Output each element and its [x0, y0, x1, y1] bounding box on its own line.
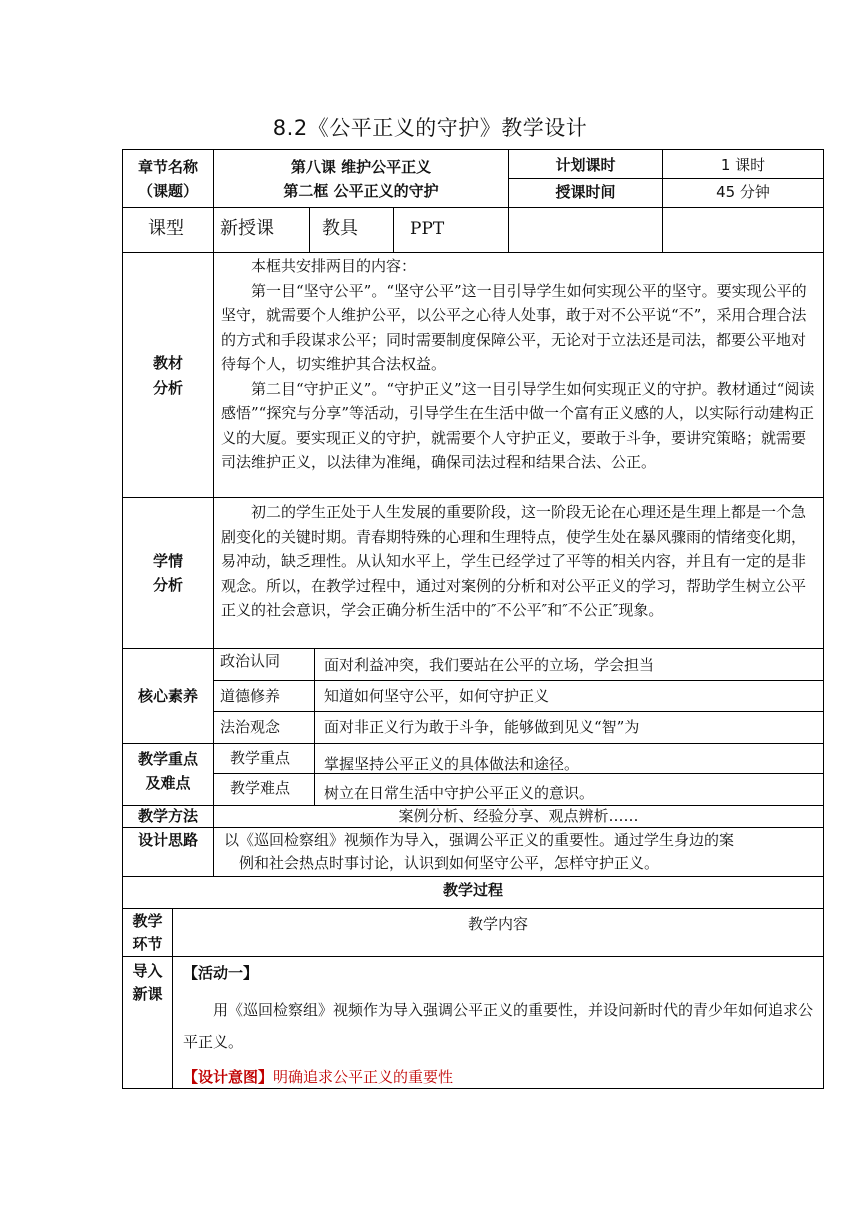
literacy-content: 面对非正义行为敢于斗争，能够做到见义“智”为	[324, 718, 640, 736]
tools-label: 教具	[322, 218, 358, 239]
design-intent-label: 【设计意图】	[183, 1068, 274, 1086]
process-col-content: 教学内容	[467, 915, 528, 933]
method-value: 案例分析、经验分享、观点辨析……	[398, 807, 639, 825]
material-paragraph: 第一目“坚守公平”。“坚守公平”这一目引导学生如何实现公平的坚守。要实现公平的坚守，就需要个人维护公平，以公平之心待人处事，敢于对不公平说“不”，采用合理合法的方式和手段谋求公平；同时需要制度保障公平，无论对于立法还是司法，都要公平地对待每个人，切实维护其合法权益。	[221, 281, 807, 373]
intro-label: 导入	[132, 962, 163, 980]
intro-label-sub: 新课	[132, 985, 163, 1003]
process-col-stage: 教学	[132, 912, 163, 930]
intro-content	[183, 994, 819, 1058]
material-label: 教材	[152, 354, 183, 372]
literacy-content: 知道如何坚守公平，如何守护正义	[324, 687, 550, 705]
key-point-content: 掌握坚持公平正义的具体做法和途径。	[324, 755, 580, 773]
material-paragraph: 第二目“守护正义”。“守护正义”这一目引导学生如何实现正义的守护。教材通过“阅读感悟”“探究与分享”等活动，引导学生在生活中做一个富有正义感的人，以实际行动建构正义的大厦。要实现正义的守护，就需要个人守护正义，要敢于斗争，要讲究策略；就需要司法维护正义，以法律为准绳，确保司法过程和结果合法、公正。	[221, 379, 815, 471]
literacy-name: 法治观念	[220, 718, 281, 736]
design-text: 例和社会热点时事讨论，认识到如何坚守公平，怎样守护正义。	[239, 854, 660, 872]
material-paragraph: 本框共安排两目的内容：	[251, 257, 417, 275]
key-points-label-sub: 及难点	[145, 774, 191, 792]
students-label: 学情	[152, 552, 183, 570]
design-intent	[183, 1066, 453, 1088]
key-point-content: 树立在日常生活中守护公平正义的意识。	[324, 784, 595, 802]
method-label: 教学方法	[137, 807, 198, 825]
students-label-sub: 分析	[152, 576, 183, 594]
teach-time-label: 授课时间	[555, 183, 616, 201]
literacy-label: 核心素养	[137, 687, 198, 705]
type-value: 新授课	[220, 218, 274, 239]
document-title: 8.2《公平正义的守护》教学设计	[272, 116, 588, 140]
key-points-label: 教学重点	[137, 750, 198, 768]
design-label: 设计思路	[137, 831, 198, 849]
plan-hours-value: 1 课时	[720, 156, 766, 174]
material-analysis	[221, 254, 819, 475]
plan-hours-label: 计划课时	[555, 156, 616, 174]
process-heading: 教学过程	[442, 881, 503, 899]
chapter-label: 章节名称	[137, 158, 198, 176]
students-paragraph: 初二的学生正处于人生发展的重要阶段，这一阶段无论在心理还是生理上都是一个急剧变化的关键时期。青春期特殊的心理和生理特点，使学生处在暴风骤雨的情绪变化期，易冲动，缺乏理性。从认知水平上，学生已经学过了平等的相关内容，并且有一定的是非观念。所以，在教学过程中，通过对案例的分析和对公平正义的学习，帮助学生树立公平正义的社会意识，学会正确分析生活中的″不公平″和″不公正″现象。	[221, 503, 807, 619]
intro-paragraph: 用《巡回检察组》视频作为导入强调公平正义的重要性，并设问新时代的青少年如何追求公平正义。	[183, 1001, 814, 1051]
students-analysis	[221, 500, 819, 623]
activity-title: 【活动一】	[183, 964, 259, 982]
design-intent-text: 明确追求公平正义的重要性	[273, 1068, 454, 1086]
design-text: 以《巡回检察组》视频作为导入，强调公平正义的重要性。通过学生身边的案	[224, 831, 735, 849]
chapter-label-sub: （课题）	[137, 182, 198, 200]
process-col-stage-sub: 环节	[132, 935, 163, 953]
key-point-name: 教学重点	[230, 749, 291, 767]
lesson-name: 第八课 维护公平正义	[290, 158, 432, 176]
teach-time-value: 45 分钟	[716, 183, 770, 201]
tools-value: PPT	[410, 219, 445, 239]
literacy-content: 面对利益冲突，我们要站在公平的立场，学会担当	[324, 656, 655, 674]
type-label: 课型	[148, 218, 184, 239]
material-label-sub: 分析	[152, 379, 183, 397]
literacy-name: 政治认同	[220, 652, 281, 670]
literacy-name: 道德修养	[220, 687, 281, 705]
section-name: 第二框 公平正义的守护	[283, 182, 439, 200]
key-point-name: 教学难点	[230, 779, 291, 797]
